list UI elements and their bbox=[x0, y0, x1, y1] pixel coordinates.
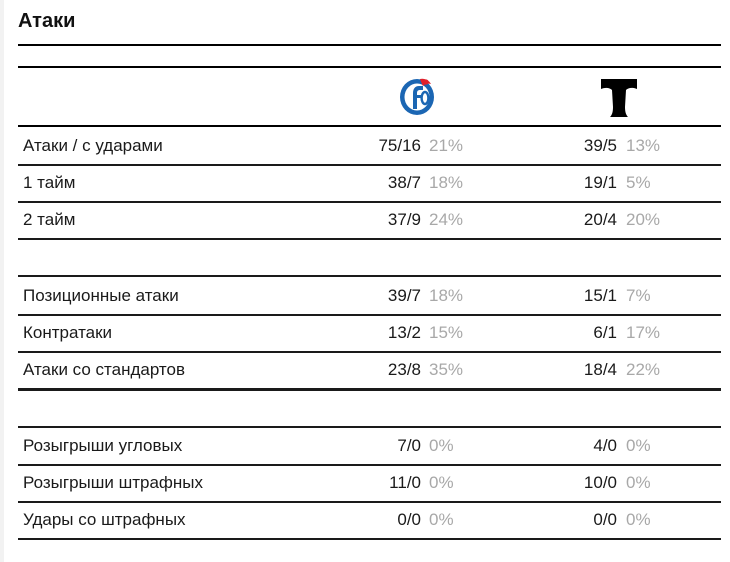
group-divider bbox=[18, 389, 721, 391]
title-divider bbox=[18, 44, 721, 46]
away-value-cell bbox=[488, 501, 617, 538]
away-pct-cell bbox=[626, 277, 686, 314]
away-pct-cell bbox=[626, 464, 686, 501]
stat-row bbox=[18, 277, 721, 314]
home-value: 7/0 bbox=[397, 436, 421, 455]
home-pct-cell bbox=[429, 351, 489, 388]
home-value-cell bbox=[288, 427, 421, 464]
home-percent: 35% bbox=[429, 360, 464, 379]
away-pct-cell bbox=[626, 501, 686, 538]
away-percent: 17% bbox=[626, 323, 661, 342]
away-percent: 22% bbox=[626, 360, 661, 379]
home-pct-cell bbox=[429, 501, 489, 538]
away-pct-cell bbox=[626, 351, 686, 388]
away-value: 39/5 bbox=[583, 136, 617, 155]
home-pct-cell bbox=[429, 127, 489, 164]
home-value-cell bbox=[288, 201, 421, 238]
stat-row bbox=[18, 201, 721, 238]
home-percent: 24% bbox=[429, 210, 464, 229]
away-value-cell bbox=[488, 427, 617, 464]
stat-row bbox=[18, 164, 721, 201]
stat-label: Атаки / с ударами bbox=[23, 136, 163, 155]
away-value-cell bbox=[488, 277, 617, 314]
away-pct-cell bbox=[626, 164, 686, 201]
home-percent: 0% bbox=[429, 436, 454, 455]
home-value: 75/16 bbox=[378, 136, 421, 155]
away-pct-cell bbox=[626, 127, 686, 164]
home-value-cell bbox=[288, 501, 421, 538]
away-value-cell bbox=[488, 464, 617, 501]
away-percent: 20% bbox=[626, 210, 661, 229]
away-value: 6/1 bbox=[593, 323, 617, 342]
home-value: 11/0 bbox=[389, 473, 421, 492]
away-pct-cell bbox=[626, 427, 686, 464]
away-value: 20/4 bbox=[583, 210, 617, 229]
away-value-cell bbox=[488, 127, 617, 164]
stat-label: Розыгрыши штрафных bbox=[23, 473, 204, 492]
stat-label: 1 тайм bbox=[23, 173, 76, 192]
home-value: 37/9 bbox=[387, 210, 421, 229]
stat-row bbox=[18, 427, 721, 464]
home-value-cell bbox=[288, 351, 421, 388]
away-value: 10/0 bbox=[583, 473, 617, 492]
home-value-cell bbox=[288, 314, 421, 351]
home-percent: 0% bbox=[429, 473, 454, 492]
stat-label: Атаки со стандартов bbox=[23, 360, 186, 379]
away-value: 4/0 bbox=[593, 436, 617, 455]
away-pct-cell bbox=[626, 314, 686, 351]
away-value-cell bbox=[488, 351, 617, 388]
table-top-border bbox=[18, 66, 721, 68]
section-title: Атаки bbox=[18, 10, 76, 32]
home-value-cell bbox=[288, 277, 421, 314]
away-value-cell bbox=[488, 201, 617, 238]
away-percent: 0% bbox=[626, 436, 651, 455]
stat-label: Позиционные атаки bbox=[23, 286, 179, 305]
away-value: 15/1 bbox=[583, 286, 617, 305]
home-pct-cell bbox=[429, 277, 489, 314]
stat-row bbox=[18, 314, 721, 351]
away-value: 19/1 bbox=[583, 173, 617, 192]
home-value-cell bbox=[288, 464, 421, 501]
group-divider bbox=[18, 238, 721, 240]
torpedo-t-icon bbox=[599, 77, 639, 119]
away-percent: 5% bbox=[626, 173, 651, 192]
home-percent: 15% bbox=[429, 323, 464, 342]
stat-label: Розыгрыши угловых bbox=[23, 436, 183, 455]
home-pct-cell bbox=[429, 164, 489, 201]
home-percent: 18% bbox=[429, 173, 464, 192]
home-percent: 18% bbox=[429, 286, 464, 305]
home-value-cell bbox=[288, 164, 421, 201]
home-value: 13/2 bbox=[387, 323, 421, 342]
away-value-cell bbox=[488, 164, 617, 201]
home-value: 23/8 bbox=[387, 360, 421, 379]
home-value: 39/7 bbox=[387, 286, 421, 305]
stat-label: 2 тайм bbox=[23, 210, 76, 229]
away-percent: 7% bbox=[626, 286, 651, 305]
stat-row bbox=[18, 464, 721, 501]
home-value: 38/7 bbox=[387, 173, 421, 192]
fakel-crest-icon bbox=[398, 76, 438, 118]
home-percent: 21% bbox=[429, 136, 464, 155]
away-pct-cell bbox=[626, 201, 686, 238]
stat-label: Удары со штрафных bbox=[23, 510, 186, 529]
group-divider bbox=[18, 275, 721, 277]
row-divider bbox=[18, 538, 721, 540]
away-percent: 0% bbox=[626, 510, 651, 529]
away-value-cell bbox=[488, 314, 617, 351]
away-value: 0/0 bbox=[593, 510, 617, 529]
home-value: 0/0 bbox=[397, 510, 421, 529]
stat-row bbox=[18, 501, 721, 538]
home-pct-cell bbox=[429, 464, 489, 501]
home-pct-cell bbox=[429, 314, 489, 351]
stat-label: Контратаки bbox=[23, 323, 113, 342]
stat-row bbox=[18, 127, 721, 164]
home-pct-cell bbox=[429, 427, 489, 464]
home-pct-cell bbox=[429, 201, 489, 238]
away-percent: 0% bbox=[626, 473, 651, 492]
home-percent: 0% bbox=[429, 510, 454, 529]
home-value-cell bbox=[288, 127, 421, 164]
stat-row bbox=[18, 351, 721, 388]
away-percent: 13% bbox=[626, 136, 661, 155]
attacks-stats-card bbox=[4, 0, 730, 562]
away-value: 18/4 bbox=[583, 360, 617, 379]
group-divider bbox=[18, 426, 721, 428]
